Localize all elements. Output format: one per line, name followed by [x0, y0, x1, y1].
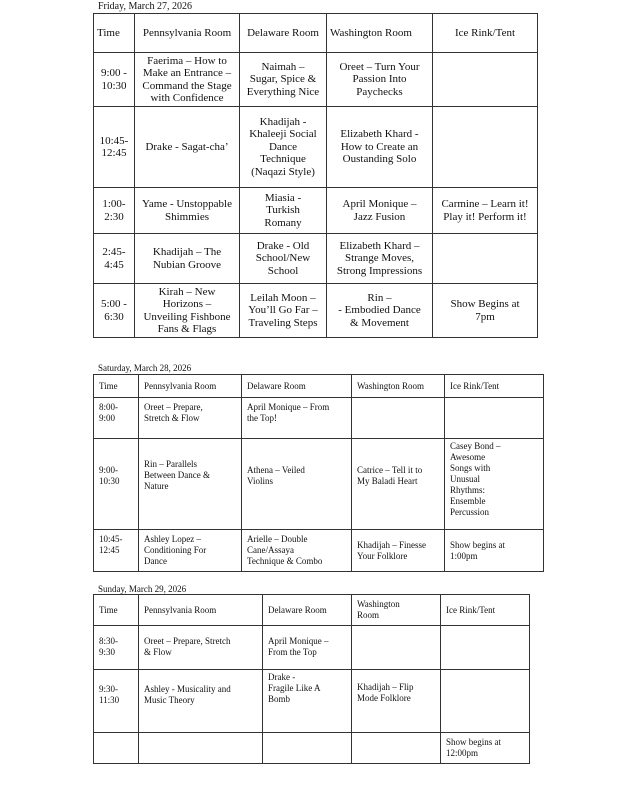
header-washington-room: Washington Room — [327, 14, 433, 53]
table-row — [94, 234, 538, 284]
header-delaware-room: Delaware Room — [240, 14, 327, 53]
session-cell: Show begins at 1:00pm — [445, 530, 544, 572]
header-delaware-room: Delaware Room — [242, 375, 352, 398]
session-cell: Arielle – Double Cane/Assaya Technique & Combo — [242, 530, 352, 572]
session-cell — [352, 626, 441, 670]
header-pennsylvania-room: Pennsylvania Room — [139, 375, 242, 398]
header-washington-room: Washington Room — [352, 375, 445, 398]
table-row — [94, 530, 544, 572]
session-cell — [433, 107, 538, 188]
time-cell: 1:00- 2:30 — [94, 188, 135, 234]
session-cell: Oreet – Prepare, Stretch & Flow — [139, 626, 263, 670]
friday-schedule-table — [93, 13, 538, 338]
session-cell: Yame - Unstoppable Shimmies — [135, 188, 240, 234]
session-cell: Drake - Old School/New School — [240, 234, 327, 284]
header-pennsylvania-room: Pennsylvania Room — [139, 595, 263, 626]
sunday-title: Sunday, March 29, 2026 — [98, 584, 187, 594]
session-cell — [433, 53, 538, 107]
session-cell: Athena – Veiled Violins — [242, 439, 352, 530]
session-cell: Ashley - Musicality and Music Theory — [139, 670, 263, 733]
header-time: Time — [94, 375, 139, 398]
session-cell — [352, 398, 445, 439]
session-cell: Elizabeth Khard - How to Create an Oustanding Solo — [327, 107, 433, 188]
session-cell: Elizabeth Khard – Strange Moves, Strong Impressions — [327, 234, 433, 284]
time-cell: 8:30- 9:30 — [94, 626, 139, 670]
friday-header-row — [94, 14, 538, 53]
session-cell: Show begins at 12:00pm — [441, 733, 530, 764]
time-cell: 2:45- 4:45 — [94, 234, 135, 284]
session-cell: Faerima – How to Make an Entrance – Command the Stage with Confidence — [135, 53, 240, 107]
session-cell: Drake - Fragile Like A Bomb — [263, 670, 352, 733]
session-cell: April Monique – From the Top! — [242, 398, 352, 439]
table-row — [94, 107, 538, 188]
time-cell: 9:30- 11:30 — [94, 670, 139, 733]
session-cell: Oreet – Turn Your Passion Into Paychecks — [327, 53, 433, 107]
session-cell — [139, 733, 263, 764]
session-cell: Khadijah – Finesse Your Folklore — [352, 530, 445, 572]
table-row — [94, 670, 530, 733]
session-cell: April Monique – Jazz Fusion — [327, 188, 433, 234]
session-cell: Show Begins at 7pm — [433, 284, 538, 338]
session-cell: Miasia - Turkish Romany — [240, 188, 327, 234]
table-row — [94, 626, 530, 670]
table-row — [94, 284, 538, 338]
session-cell: Rin – - Embodied Dance & Movement — [327, 284, 433, 338]
table-row — [94, 439, 544, 530]
session-cell — [441, 626, 530, 670]
header-delaware-room: Delaware Room — [263, 595, 352, 626]
header-time: Time — [94, 595, 139, 626]
saturday-title: Saturday, March 28, 2026 — [98, 363, 192, 373]
friday-title: Friday, March 27, 2026 — [98, 1, 193, 12]
sunday-schedule-table — [93, 594, 530, 764]
session-cell: Khadijah - Khaleeji Social Dance Technique (Naqazi Style) — [240, 107, 327, 188]
session-cell: Khadijah – Flip Mode Folklore — [352, 670, 441, 733]
time-cell: 8:00- 9:00 — [94, 398, 139, 439]
saturday-schedule-table — [93, 374, 544, 572]
header-ice-rink: Ice Rink/Tent — [445, 375, 544, 398]
session-cell — [352, 733, 441, 764]
session-cell — [263, 733, 352, 764]
session-cell: April Monique – From the Top — [263, 626, 352, 670]
time-cell: 9:00- 10:30 — [94, 439, 139, 530]
header-ice-rink: Ice Rink/Tent — [441, 595, 530, 626]
time-cell — [94, 733, 139, 764]
header-pennsylvania-room: Pennsylvania Room — [135, 14, 240, 53]
saturday-header-row — [94, 375, 544, 398]
sunday-header-row — [94, 595, 530, 626]
session-cell — [433, 234, 538, 284]
table-row — [94, 398, 544, 439]
session-cell: Naimah – Sugar, Spice & Everything Nice — [240, 53, 327, 107]
table-row — [94, 53, 538, 107]
session-cell — [445, 398, 544, 439]
header-ice-rink: Ice Rink/Tent — [433, 14, 538, 53]
time-cell: 5:00 - 6:30 — [94, 284, 135, 338]
session-cell: Casey Bond – Awesome Songs with Unusual Rhythms: Ensemble Percussion — [445, 439, 544, 530]
table-row — [94, 188, 538, 234]
time-cell: 10:45- 12:45 — [94, 107, 135, 188]
session-cell: Khadijah – The Nubian Groove — [135, 234, 240, 284]
session-cell: Ashley Lopez – Conditioning For Dance — [139, 530, 242, 572]
session-cell: Rin – Parallels Between Dance & Nature — [139, 439, 242, 530]
table-row — [94, 733, 530, 764]
session-cell: Carmine – Learn it! Play it! Perform it! — [433, 188, 538, 234]
session-cell: Catrice – Tell it to My Baladi Heart — [352, 439, 445, 530]
header-time: Time — [94, 14, 135, 53]
session-cell: Oreet – Prepare, Stretch & Flow — [139, 398, 242, 439]
session-cell: Leilah Moon – You’ll Go Far – Traveling Steps — [240, 284, 327, 338]
session-cell: Drake - Sagat-cha’ — [135, 107, 240, 188]
time-cell: 10:45- 12:45 — [94, 530, 139, 572]
session-cell — [441, 670, 530, 733]
header-washington-room: Washington Room — [352, 595, 441, 626]
time-cell: 9:00 - 10:30 — [94, 53, 135, 107]
session-cell: Kirah – New Horizons – Unveiling Fishbone Fans & Flags — [135, 284, 240, 338]
